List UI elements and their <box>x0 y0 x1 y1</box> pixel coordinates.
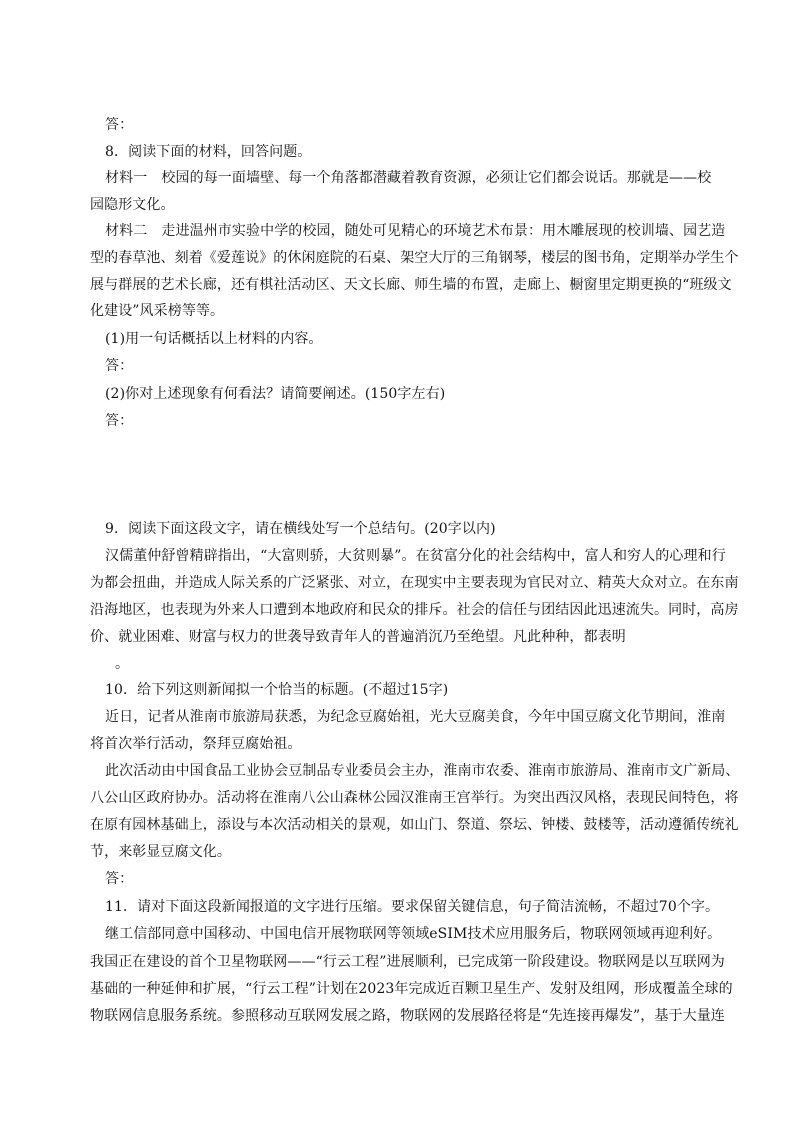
question-9-passage-line: 沿海地区，也表现为外来人口遭到本地政府和民众的排斥。社会的信任与团结因此迅速流失。同时，高房 <box>90 602 739 618</box>
question-11-title: 11．请对下面这段新闻报道的文字进行压缩。要求保留关键信息，句子简洁流畅，不超过70个字。 <box>105 899 720 915</box>
question-9-title: 9．阅读下面这段文字，请在横线处写一个总结句。(20字以内) <box>105 521 496 537</box>
material-2-line: 型的春草池、刻着《爱莲说》的休闲庭院的石桌、架空大厅的三角钢琴，楼层的图书角，定期举办学生个 <box>90 250 739 266</box>
question-8-part-2: (2)你对上述现象有何看法？请简要阐述。(150字左右) <box>105 386 446 402</box>
question-10-news-line: 此次活动由中国食品工业协会豆制品专业委员会主办，淮南市农委、淮南市旅游局、淮南市文广新局、 <box>105 763 740 779</box>
question-9-passage-line: 为都会扭曲，并造成人际关系的广泛紧张、对立，在现实中主要表现为官民对立、精英大众对立。在东南 <box>90 575 739 591</box>
question-10-news-line: 八公山区政府协办。活动将在淮南八公山森林公园汉淮南王宫举行。为突出西汉风格，表现民间特色，将 <box>90 790 739 806</box>
question-11-news-line: 我国正在建设的首个卫星物联网——“行云工程”进展顺利，已完成第一阶段建设。物联网是以互联网为 <box>90 954 725 970</box>
question-10-title: 10．给下列这则新闻拟一个恰当的标题。(不超过15字) <box>105 682 449 698</box>
question-9-passage-line: 价、就业困难、财富与权力的世袭导致青年人的普遍消沉乃至绝望。凡此种种，都表明 <box>90 629 626 645</box>
question-10-news-line: 节，来彰显豆腐文化。 <box>90 844 231 860</box>
question-11-news-line: 物联网信息服务系统。参照移动互联网发展之路，物联网的发展路径将是“先连接再爆发”，基于大量连 <box>90 1008 725 1024</box>
answer-label-8-1: 答： <box>105 358 134 374</box>
question-8-title: 8．阅读下面的材料，回答问题。 <box>105 144 312 160</box>
material-2-line: 展与群展的艺术长廊，还有棋社活动区、天文长廊、师生墙的布置，走廊上、橱窗里定期更换的“班级文 <box>90 277 732 293</box>
material-2-line: 材料二 走进温州市实验中学的校园，随处可见精心的环境艺术布景：用木雕展现的校训墙、园艺造 <box>105 223 726 239</box>
question-10-news-line: 近日，记者从淮南市旅游局获悉，为纪念豆腐始祖，光大豆腐美食，今年中国豆腐文化节期间，淮南 <box>105 709 726 725</box>
question-9-blank-end: 。 <box>115 656 130 672</box>
material-1-line: 园隐形文化。 <box>90 197 175 213</box>
question-10-news-line: 将首次举行活动，祭拜豆腐始祖。 <box>90 736 302 752</box>
answer-label-10: 答： <box>105 871 134 887</box>
answer-label-8-2: 答： <box>105 413 134 429</box>
material-2-line: 化建设”风采榜等等。 <box>90 303 225 319</box>
question-8-part-1: (1)用一句话概括以上材料的内容。 <box>105 331 323 347</box>
question-11-news-line: 继工信部同意中国移动、中国电信开展物联网等领域eSIM技术应用服务后，物联网领域再迎利好。 <box>105 926 722 942</box>
question-10-news-line: 在原有园林基础上，添设与本次活动相关的景观，如山门、祭道、祭坛、钟楼、鼓楼等，活动遵循传统礼 <box>90 817 739 833</box>
answer-label-7: 答： <box>105 117 134 133</box>
material-1-line: 材料一 校园的每一面墙壁、每一个角落都潜藏着教育资源，必须让它们都会说话。那就是——校 <box>105 170 712 186</box>
question-11-news-line: 基础的一种延伸和扩展，“行云工程”计划在2023年完成近百颗卫星生产、发射及组网，形成覆盖全球的 <box>90 981 733 997</box>
question-9-passage-line: 汉儒董仲舒曾精辟指出，“大富则骄，大贫则暴”。在贫富分化的社会结构中，富人和穷人的心理和行 <box>105 548 726 564</box>
